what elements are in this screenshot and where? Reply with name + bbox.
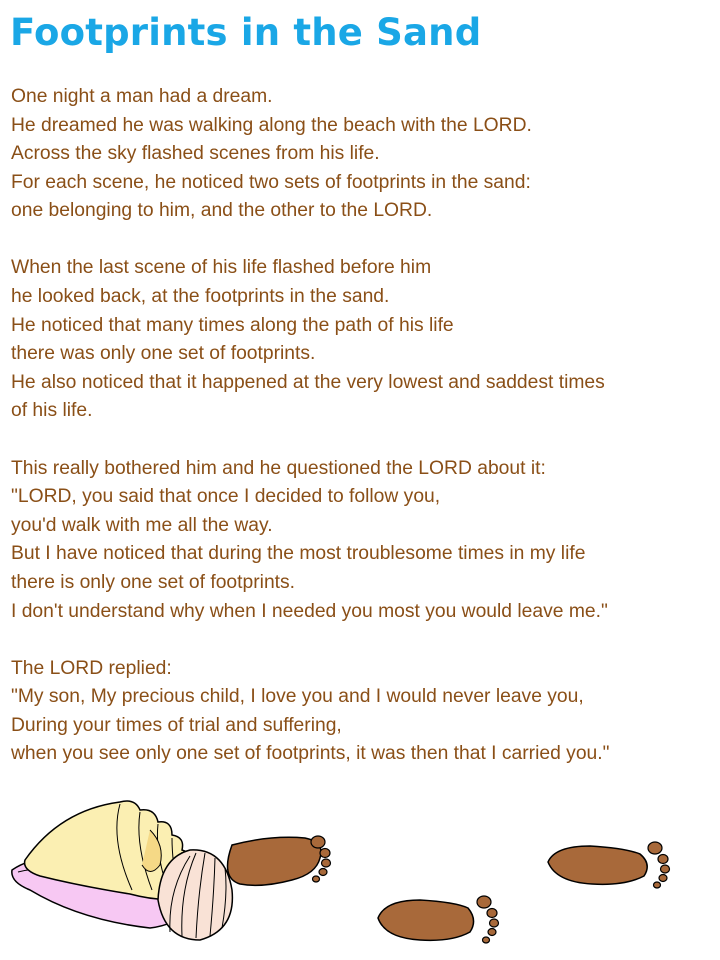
poem-line: one belonging to him, and the other to the LORD. — [11, 200, 433, 222]
stanza-3 — [11, 455, 716, 627]
poem-line: you'd walk with me all the way. — [11, 514, 273, 536]
stanza-2 — [11, 254, 716, 426]
footprint-icon — [378, 896, 499, 943]
poem-line: He noticed that many times along the path of his life — [11, 314, 454, 336]
poem-line: when you see only one set of footprints, it was then that I carried you." — [11, 743, 610, 765]
footprint-icon — [228, 836, 331, 885]
poem-line: He also noticed that it happened at the very lowest and saddest times — [11, 371, 605, 393]
poem-line: The LORD replied: — [11, 657, 172, 679]
poem-line: One night a man had a dream. — [11, 86, 273, 107]
page-title: Footprints in the Sand — [10, 11, 482, 54]
poem-line: This really bothered him and he questioned the LORD about it: — [11, 457, 546, 479]
poem-line: there is only one set of footprints. — [11, 571, 296, 593]
stanza-1 — [11, 83, 716, 226]
poem-line: he looked back, at the footprints in the sand. — [11, 286, 390, 308]
poem-line: For each scene, he noticed two sets of footprints in the sand: — [11, 171, 531, 193]
poem-line: there was only one set of footprints. — [11, 343, 316, 365]
poem-line: I don't understand why when I needed you most you would leave me." — [11, 600, 608, 622]
poem-line: of his life. — [11, 400, 93, 422]
poem-line: "LORD, you said that once I decided to follow you, — [11, 486, 441, 508]
poem-line: "My son, My precious child, I love you and I would never leave you, — [11, 686, 584, 708]
poem-line: During your times of trial and suffering, — [11, 714, 342, 736]
poem-line: When the last scene of his life flashed before him — [11, 257, 432, 279]
scallop-shell-icon — [158, 850, 232, 940]
poem-body — [11, 83, 716, 797]
beach-illustration — [0, 790, 720, 960]
poem-line: Across the sky flashed scenes from his life. — [11, 143, 380, 165]
poem-line: But I have noticed that during the most troublesome times in my life — [11, 543, 586, 565]
footprint-icon — [548, 842, 670, 888]
poem-line: He dreamed he was walking along the beach with the LORD. — [11, 114, 532, 136]
stanza-4 — [11, 655, 716, 769]
